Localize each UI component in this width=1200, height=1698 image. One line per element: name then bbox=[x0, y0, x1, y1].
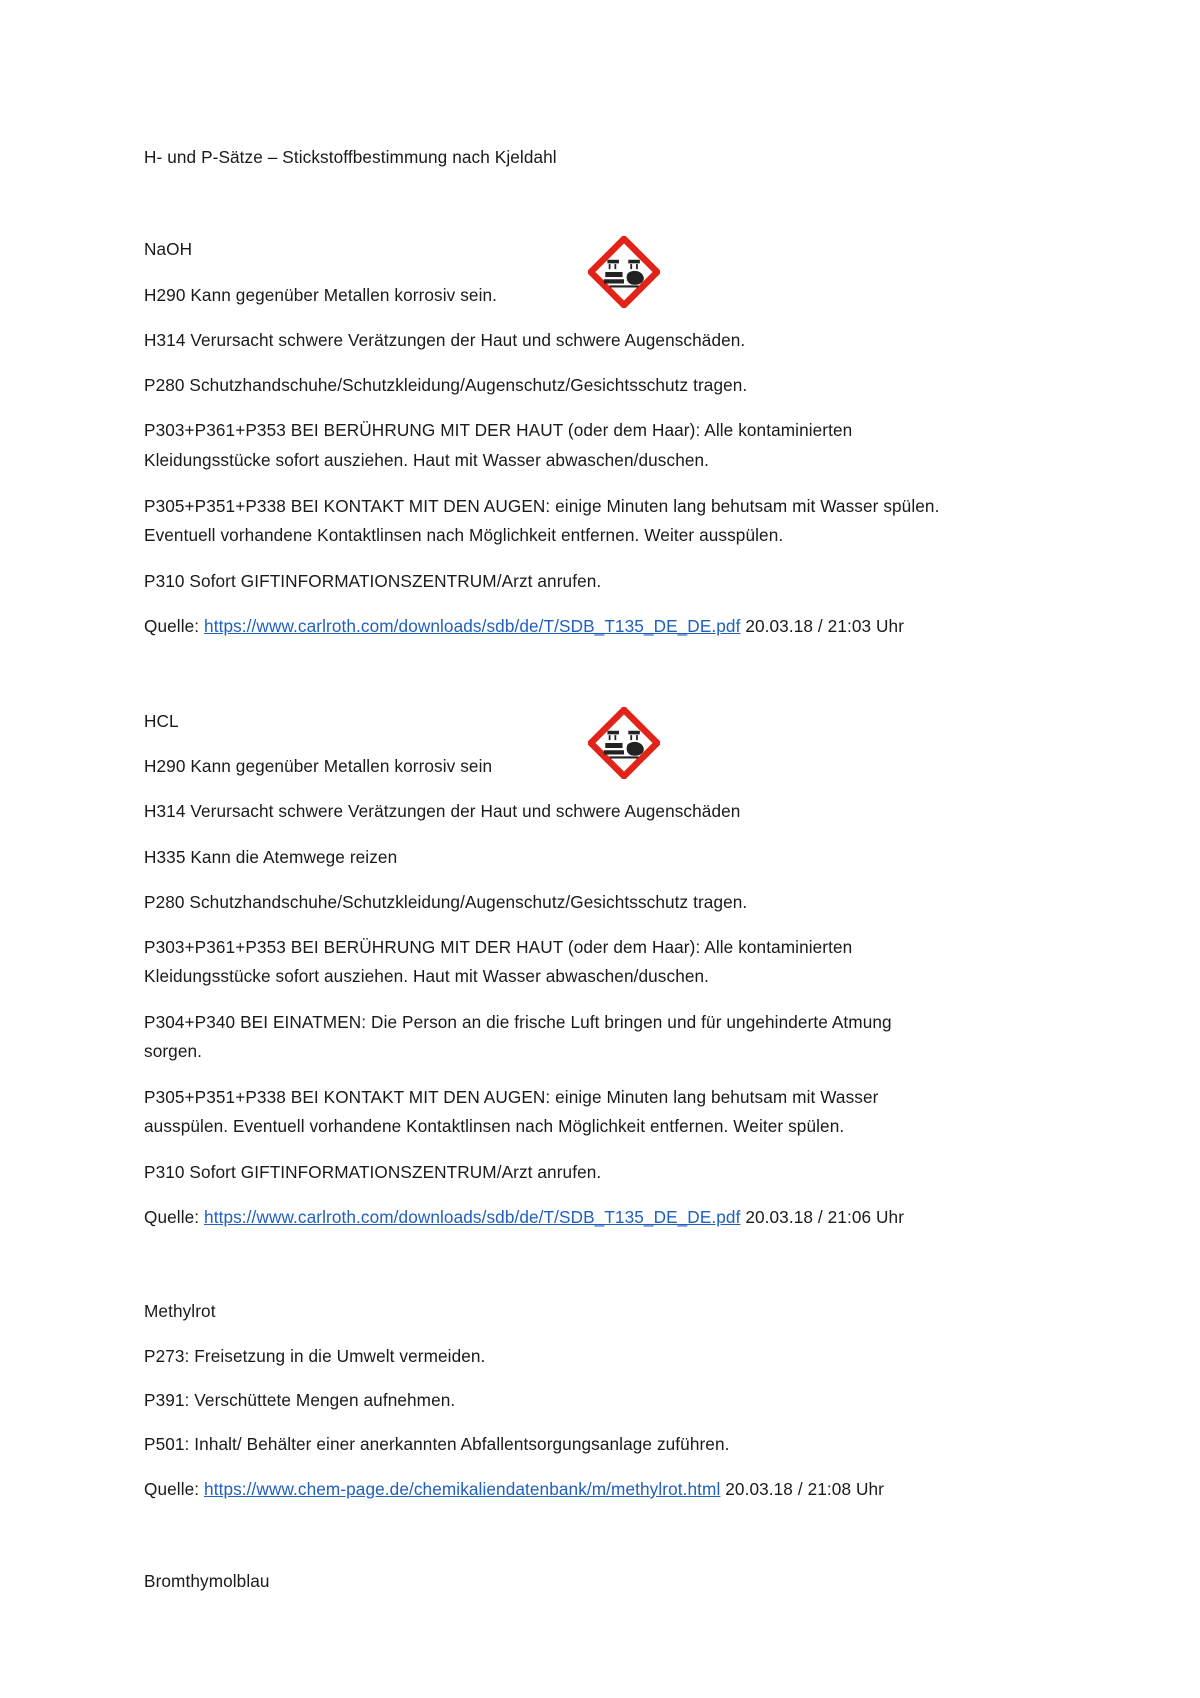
source-line bbox=[144, 1479, 884, 1499]
statement-line: H335 Kann die Atemwege reizen bbox=[144, 847, 398, 867]
section-heading-hcl: HCL bbox=[144, 711, 179, 731]
source-date: 20.03.18 / 21:03 Uhr bbox=[740, 616, 905, 636]
statement-line: P280 Schutzhandschuhe/Schutzkleidung/Augenschutz/Gesichtsschutz tragen. bbox=[144, 375, 748, 395]
statement-line: P303+P361+P353 BEI BERÜHRUNG MIT DER HAUT (oder dem Haar): Alle kontaminierten bbox=[144, 420, 853, 440]
statement-line: P280 Schutzhandschuhe/Schutzkleidung/Augenschutz/Gesichtsschutz tragen. bbox=[144, 892, 748, 912]
section-heading-bromthymolblau: Bromthymolblau bbox=[144, 1571, 270, 1591]
statement-line: Eventuell vorhandene Kontaktlinsen nach Möglichkeit entfernen. Weiter ausspülen. bbox=[144, 525, 784, 545]
statement-line: Kleidungsstücke sofort ausziehen. Haut mit Wasser abwaschen/duschen. bbox=[144, 966, 710, 986]
source-link[interactable]: https://www.chem-page.de/chemikaliendatenbank/m/methylrot.html bbox=[204, 1479, 721, 1499]
source-line bbox=[144, 1207, 904, 1227]
source-date: 20.03.18 / 21:08 Uhr bbox=[720, 1479, 884, 1499]
source-line bbox=[144, 616, 904, 636]
document-title: H- und P-Sätze – Stickstoffbestimmung nach Kjeldahl bbox=[144, 147, 557, 167]
statement-line: H290 Kann gegenüber Metallen korrosiv sein. bbox=[144, 285, 498, 305]
source-link[interactable]: https://www.carlroth.com/downloads/sdb/de/T/SDB_T135_DE_DE.pdf bbox=[204, 616, 741, 636]
source-label: Quelle: bbox=[144, 1207, 205, 1227]
statement-line: P310 Sofort GIFTINFORMATIONSZENTRUM/Arzt anrufen. bbox=[144, 571, 602, 591]
source-date: 20.03.18 / 21:06 Uhr bbox=[740, 1207, 905, 1227]
statement-line: P304+P340 BEI EINATMEN: Die Person an die frische Luft bringen und für ungehinderte Atmung bbox=[144, 1012, 892, 1032]
statement-line: P305+P351+P338 BEI KONTAKT MIT DEN AUGEN: einige Minuten lang behutsam mit Wasser bbox=[144, 1087, 879, 1107]
statement-line: H314 Verursacht schwere Verätzungen der Haut und schwere Augenschäden. bbox=[144, 330, 746, 350]
corrosion-icon bbox=[588, 707, 660, 779]
statement-line: P273: Freisetzung in die Umwelt vermeiden. bbox=[144, 1346, 486, 1366]
section-heading-naoh: NaOH bbox=[144, 239, 193, 259]
statement-line: ausspülen. Eventuell vorhandene Kontaktlinsen nach Möglichkeit entfernen. Weiter spülen. bbox=[144, 1116, 845, 1136]
statement-line: Kleidungsstücke sofort ausziehen. Haut mit Wasser abwaschen/duschen. bbox=[144, 450, 710, 470]
source-label: Quelle: bbox=[144, 1479, 205, 1499]
statement-line: P310 Sofort GIFTINFORMATIONSZENTRUM/Arzt anrufen. bbox=[144, 1162, 602, 1182]
statement-line: P305+P351+P338 BEI KONTAKT MIT DEN AUGEN: einige Minuten lang behutsam mit Wasser spülen. bbox=[144, 496, 940, 516]
statement-line: sorgen. bbox=[144, 1041, 203, 1061]
section-heading-methylrot: Methylrot bbox=[144, 1301, 216, 1321]
statement-line: P501: Inhalt/ Behälter einer anerkannten Abfallentsorgungsanlage zuführen. bbox=[144, 1434, 730, 1454]
statement-line: H290 Kann gegenüber Metallen korrosiv sein bbox=[144, 756, 493, 776]
source-link[interactable]: https://www.carlroth.com/downloads/sdb/de/T/SDB_T135_DE_DE.pdf bbox=[204, 1207, 741, 1227]
statement-line: P391: Verschüttete Mengen aufnehmen. bbox=[144, 1390, 456, 1410]
corrosion-icon bbox=[588, 236, 660, 308]
statement-line: H314 Verursacht schwere Verätzungen der Haut und schwere Augenschäden bbox=[144, 801, 741, 821]
source-label: Quelle: bbox=[144, 616, 205, 636]
statement-line: P303+P361+P353 BEI BERÜHRUNG MIT DER HAUT (oder dem Haar): Alle kontaminierten bbox=[144, 937, 853, 957]
